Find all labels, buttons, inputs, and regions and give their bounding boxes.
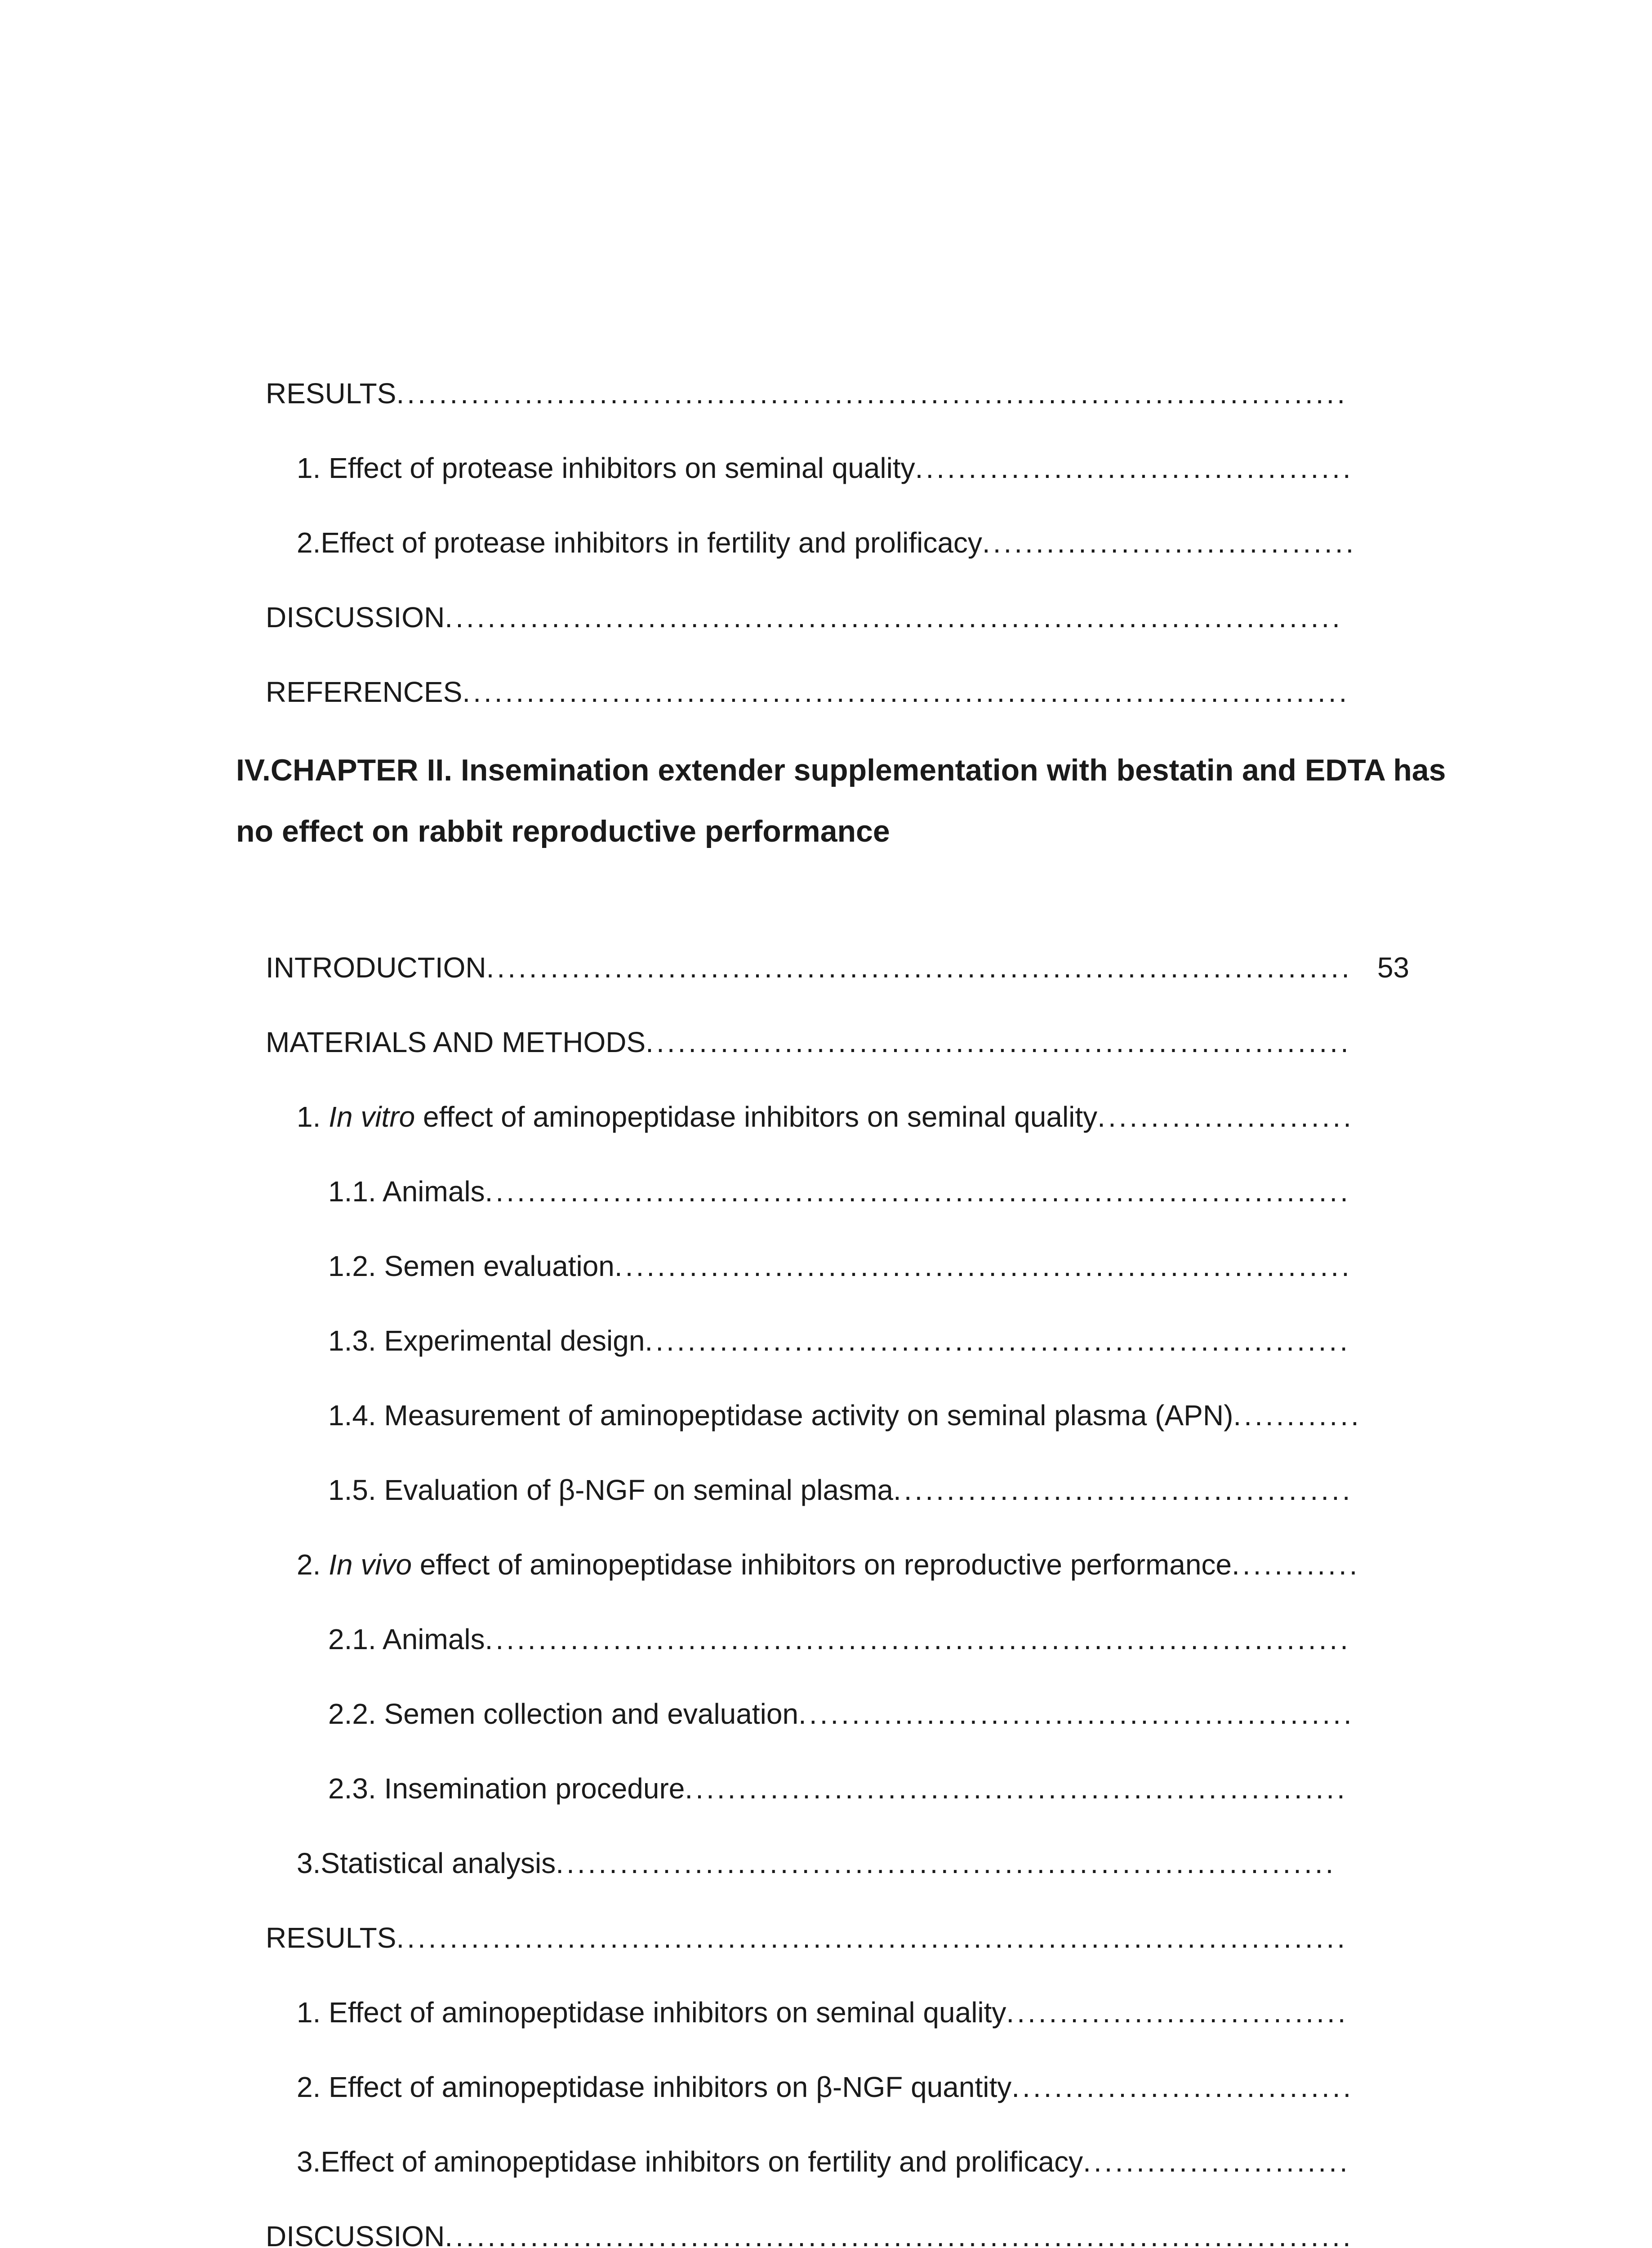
leader-dots: .........................................................................	[556, 1847, 1336, 1879]
toc-entry-label: 1.4. Measurement of aminopeptidase activity on seminal plasma (APN)	[328, 1399, 1233, 1432]
toc-entry-label	[297, 1092, 1097, 1142]
leader-dots: .....................................................................	[614, 1250, 1352, 1282]
leader-dots: .................................................................................	[486, 951, 1352, 984]
toc-entry-insemination-procedure[interactable]	[328, 1764, 1371, 1813]
leader-dots: ............	[1232, 1548, 1360, 1581]
label-prefix: 1.	[297, 1101, 329, 1133]
toc-entry-label: 1.1. Animals	[328, 1175, 485, 1208]
chapter-heading-line-2: no effect on rabbit reproductive performance	[236, 814, 890, 848]
leader-dots: ....................................................	[798, 1698, 1354, 1730]
toc-entry-label: 1.2. Semen evaluation	[328, 1250, 614, 1282]
leader-dots: ................................	[1006, 1996, 1349, 2029]
leader-dots: ..................................................................	[646, 1026, 1351, 1058]
toc-entry-semen-collection[interactable]	[328, 1689, 1371, 1739]
toc-entry-beta-ngf[interactable]	[328, 1465, 1371, 1515]
toc-entry-effect-aminopeptidase-seminal-quality[interactable]	[297, 1988, 1371, 2037]
toc-entry-animals-1[interactable]	[328, 1167, 1371, 1216]
toc-entry-label: 1.3. Experimental design	[328, 1325, 645, 1357]
toc-entry-label: RESULTS	[266, 377, 396, 410]
chapter-heading[interactable]	[236, 740, 1446, 862]
toc-entry-in-vivo[interactable]	[297, 1540, 1378, 1589]
toc-entry-label	[297, 1540, 1232, 1589]
toc-entry-semen-evaluation[interactable]	[328, 1241, 1371, 1291]
label-prefix: 2.	[297, 1548, 329, 1581]
toc-page-number: 53	[1377, 951, 1409, 984]
leader-dots: .....................................................................................	[445, 2220, 1354, 2248]
label-italic: In vitro	[329, 1101, 415, 1133]
leader-dots: ..................................................................	[645, 1325, 1350, 1357]
toc-entry-statistical-analysis[interactable]	[297, 1838, 1355, 1888]
toc-entry-label: 3.Statistical analysis	[297, 1847, 556, 1879]
toc-entry-label: 2.Effect of protease inhibitors in fertility and prolificacy	[297, 526, 982, 559]
leader-dots: ...................................	[982, 526, 1357, 559]
toc-entry-animals-2[interactable]	[328, 1615, 1371, 1664]
leader-dots: .........................................................................................	[396, 1922, 1348, 1954]
label-italic: In vivo	[329, 1548, 412, 1581]
toc-entry-discussion[interactable]	[266, 593, 1363, 642]
leader-dots: .................................................................................	[485, 1175, 1351, 1208]
toc-entry-materials-methods[interactable]	[266, 1017, 1371, 1067]
label-suffix: effect of aminopeptidase inhibitors on seminal quality	[415, 1101, 1098, 1133]
label-suffix: effect of aminopeptidase inhibitors on reproductive performance	[412, 1548, 1232, 1581]
toc-entry-label: REFERENCES	[266, 676, 463, 708]
toc-entry-introduction[interactable]	[266, 943, 1409, 992]
toc-entry-label: DISCUSSION	[266, 601, 445, 633]
leader-dots: ................................	[1011, 2071, 1354, 2103]
toc-entry-label: 1. Effect of protease inhibitors on seminal quality	[297, 452, 915, 484]
leader-dots: .................................................................................	[485, 1623, 1351, 1655]
toc-entry-label: 2.1. Animals	[328, 1623, 485, 1655]
toc-entry-results-2[interactable]	[266, 1913, 1371, 1963]
toc-entry-references[interactable]	[266, 667, 1371, 717]
toc-entry-effect-protease-seminal-quality[interactable]	[297, 443, 1371, 493]
toc-entry-effect-aminopeptidase-ngf[interactable]	[297, 2062, 1371, 2112]
toc-entry-aminopeptidase-activity[interactable]	[328, 1391, 1378, 1440]
toc-entry-label: MATERIALS AND METHODS	[266, 1026, 646, 1058]
leader-dots: ............	[1233, 1399, 1362, 1432]
leader-dots: .........................	[1083, 2145, 1350, 2178]
leader-dots: ...........................................	[893, 1474, 1353, 1506]
toc-entry-in-vitro[interactable]	[297, 1092, 1374, 1142]
toc-entry-experimental-design[interactable]	[328, 1316, 1371, 1365]
leader-dots: ....................................................................................	[445, 601, 1343, 633]
toc-entry-label: 2. Effect of aminopeptidase inhibitors on β-NGF quantity	[297, 2071, 1012, 2103]
toc-entry-label: RESULTS	[266, 1922, 396, 1954]
toc-entry-label: 1. Effect of aminopeptidase inhibitors on seminal quality	[297, 1996, 1006, 2029]
toc-entry-effect-aminopeptidase-fertility[interactable]	[297, 2137, 1371, 2186]
leader-dots: ..............................................................	[685, 1772, 1348, 1805]
toc-entry-label: 2.3. Insemination procedure	[328, 1772, 685, 1805]
toc-entry-effect-protease-fertility[interactable]	[297, 518, 1371, 567]
toc-entry-label: 2.2. Semen collection and evaluation	[328, 1698, 799, 1730]
toc-entry-label: DISCUSSION	[266, 2220, 445, 2248]
toc-entry-label: 1.5. Evaluation of β-NGF on seminal plasma	[328, 1474, 893, 1506]
leader-dots: ...................................................................................	[462, 676, 1350, 708]
toc-entry-label: 3.Effect of aminopeptidase inhibitors on fertility and prolificacy	[297, 2145, 1083, 2178]
toc-entry-results[interactable]	[266, 369, 1371, 418]
toc-entry-label: INTRODUCTION	[266, 951, 486, 984]
leader-dots: .........................................................................................	[396, 377, 1348, 410]
leader-dots: .........................................	[915, 452, 1354, 484]
chapter-heading-line-1: IV.CHAPTER II. Insemination extender supplementation with bestatin and EDTA has	[236, 753, 1446, 787]
toc-entry-discussion-2[interactable]	[266, 2212, 1371, 2248]
leader-dots: ........................	[1097, 1101, 1354, 1133]
